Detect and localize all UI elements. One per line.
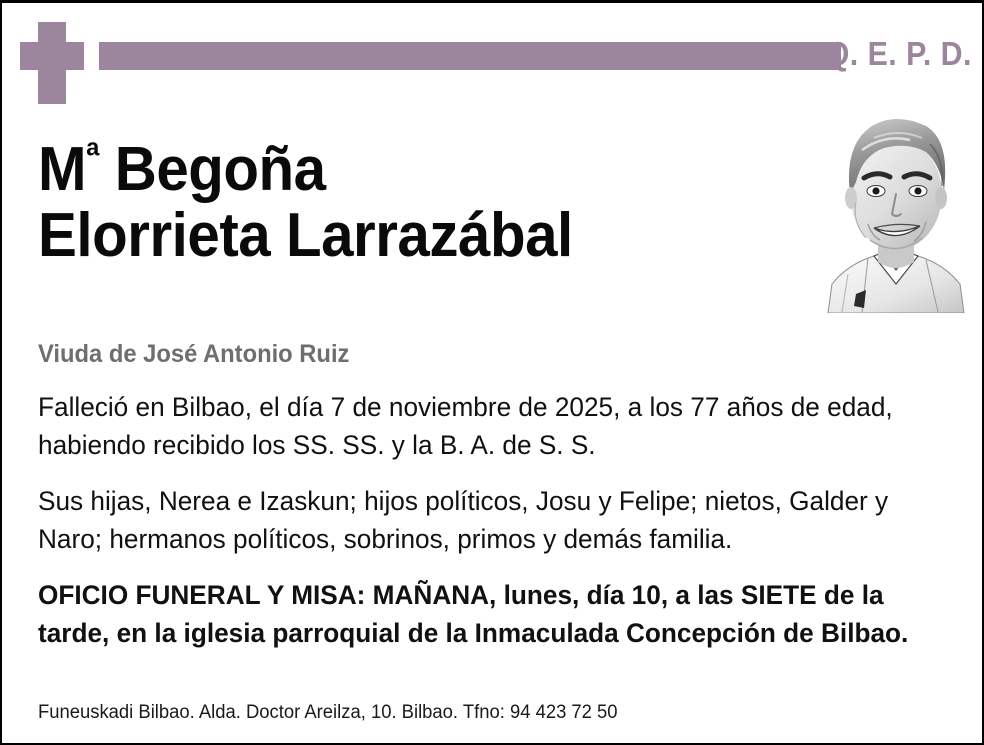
surviving-family-paragraph: Sus hijas, Nerea e Izaskun; hijos políticos, Josu y Felipe; nietos, Galder y Naro; hermanos políticos, sobrinos, primos y demás familia. (38, 486, 889, 554)
deceased-name-line-1 (38, 134, 696, 204)
deceased-name-block (38, 134, 738, 270)
cross-icon (20, 22, 84, 104)
name-prefix: M (38, 135, 87, 204)
ordinal-indicator: ª (86, 134, 99, 178)
cross-horizontal-bar (20, 42, 84, 70)
rest-in-peace-abbreviation: Q. E. P. D. (825, 35, 972, 72)
deceased-name-line-2: Elorrieta Larrazábal (38, 201, 573, 270)
funeral-home-info: Funeuskadi Bilbao. Alda. Doctor Areilza, 10. Bilbao. Tfno: 94 423 72 50 (38, 702, 618, 723)
portrait-illustration (822, 98, 970, 313)
obituary-body (38, 388, 958, 652)
header-rule (99, 42, 841, 70)
portrait-photo (822, 98, 970, 313)
death-details-paragraph: Falleció en Bilbao, el día 7 de noviembre de 2025, a los 77 años de edad, habiendo recibido los SS. SS. y la B. A. de S. S. (38, 392, 893, 460)
header-band (2, 3, 984, 103)
deceased-relation: Viuda de José Antonio Ruiz (38, 340, 350, 368)
funeral-service-paragraph: OFICIO FUNERAL Y MISA: MAÑANA, lunes, día 10, a las SIETE de la tarde, en la iglesia parroquial de la Inmaculada Concepción de Bilbao. (38, 580, 909, 648)
name-given: Begoña (98, 135, 326, 204)
